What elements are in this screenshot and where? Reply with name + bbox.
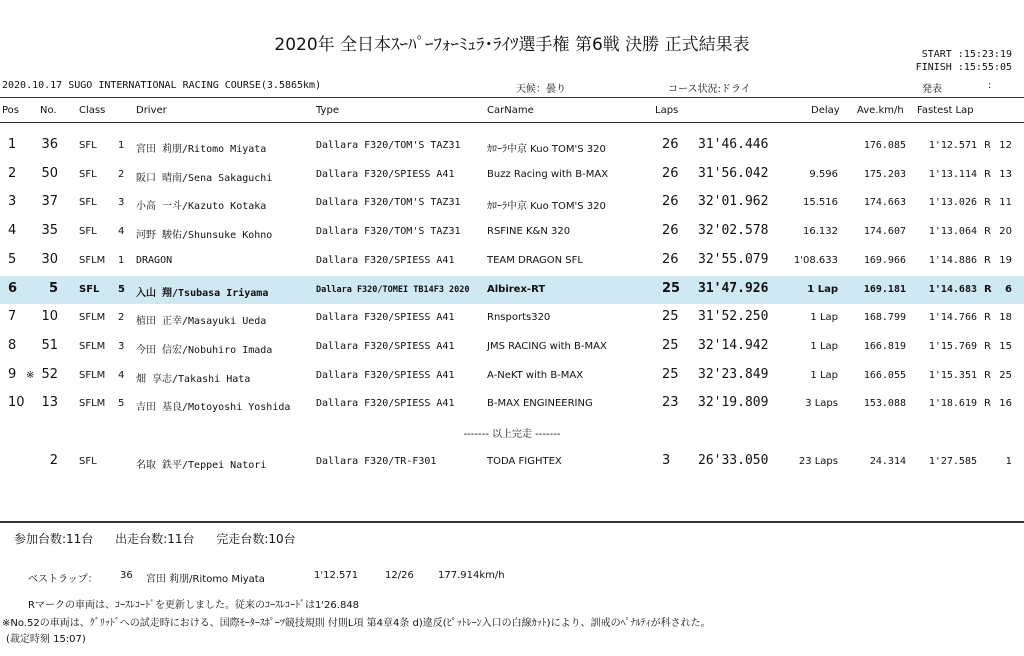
table-row: [0, 189, 1024, 217]
row-driver: DRAGON: [136, 255, 173, 266]
row-average-speed: 168.799: [863, 312, 906, 323]
row-fastest-lap: 1'14.766: [928, 312, 977, 323]
note-penalty: ※No.52の車両は、ｸﾞﾘｯﾄﾞへの試走時における、国際ﾓｰﾀｰｽﾎﾟｰﾂ競技規則 付則L項 第4章4条 d)違反(ﾋﾟｯﾄﾚｰﾝ入口の白線ｶｯﾄ)により、訓戒のﾍﾟﾅﾙﾃｨが科された。: [2, 618, 711, 629]
row-driver: 畑 享志/Takashi Hata: [136, 374, 251, 385]
row-driver: 河野 駿佑/Shunsuke Kohno: [136, 230, 273, 241]
row-carname: TEAM DRAGON SFL: [487, 255, 583, 266]
row-class-pos: 1: [118, 140, 125, 151]
best-lap-driver: 宮田 莉朋/Ritomo Miyata: [146, 574, 265, 585]
header-type: Type: [316, 105, 339, 116]
row-type: Dallara F320/SPIESS A41: [316, 312, 455, 323]
row-total-time: 31'52.250: [698, 309, 769, 324]
row-driver: 植田 正幸/Masayuki Ueda: [136, 316, 267, 327]
table-header: [0, 101, 1024, 121]
row-number: 37: [41, 194, 58, 209]
row-fastest-lap-no: 15: [999, 341, 1012, 352]
best-lap-time: 1'12.571: [314, 570, 359, 581]
best-lap-speed: 177.914km/h: [438, 570, 505, 581]
row-fastest-lap: 1'12.571: [928, 140, 977, 151]
row-class: SFL: [79, 197, 97, 208]
row-class-pos: 5: [118, 398, 125, 409]
row-laps: 25: [662, 309, 679, 324]
row-pos: 9: [8, 367, 17, 382]
row-number: 36: [41, 137, 58, 152]
row-type: Dallara F320/SPIESS A41: [316, 255, 455, 266]
row-fastest-lap: 1'14.683: [928, 284, 977, 295]
row-carname: Buzz Racing with B-MAX: [487, 169, 609, 180]
row-carname: ｶﾛｰﾗ中京 Kuo TOM'S 320: [487, 201, 606, 212]
row-pos: 4: [8, 223, 17, 238]
row-pos: 6: [8, 281, 18, 296]
table-row: [0, 448, 1024, 476]
row-class-pos: 3: [118, 197, 125, 208]
row-laps: 26: [662, 223, 679, 238]
row-fastest-lap: 1'14.886: [928, 255, 977, 266]
row-driver: 入山 翔/Tsubasa Iriyama: [136, 288, 269, 299]
row-average-speed: 174.663: [863, 197, 906, 208]
row-fastest-lap: 1'18.619: [928, 398, 977, 409]
row-carname: ｶﾛｰﾗ中京 Kuo TOM'S 320: [487, 144, 606, 155]
row-fastest-lap: 1'15.769: [928, 341, 977, 352]
row-class-pos: 2: [118, 169, 125, 180]
row-total-time: 32'19.809: [698, 395, 769, 410]
row-fastest-lap-no: 12: [999, 140, 1012, 151]
header-fastest: Fastest Lap: [917, 105, 974, 116]
header-delay: Delay: [811, 105, 840, 116]
page-title: 2020年 全日本ｽｰﾊﾟｰﾌｫｰﾐｭﾗ･ﾗｲﾂ選手権 第6戦 決勝 正式結果表: [274, 35, 750, 55]
info-line: [0, 80, 1024, 95]
row-type: Dallara F320/SPIESS A41: [316, 370, 455, 381]
row-record-mark: R: [984, 140, 991, 151]
header-laps: Laps: [655, 105, 679, 116]
row-pos: 10: [8, 395, 25, 410]
header-bottom-rule: [0, 122, 1024, 123]
table-row: [0, 132, 1024, 160]
course-condition: コース状況:ドライ: [668, 84, 751, 95]
row-fastest-lap-no: 25: [999, 370, 1012, 381]
row-number: 51: [41, 338, 58, 353]
row-average-speed: 174.607: [863, 226, 906, 237]
row-fastest-lap-no: 19: [999, 255, 1012, 266]
finish-time: FINISH :15:55:05: [915, 62, 1012, 73]
note-record: Rマークの車両は、ｺｰｽﾚｺｰﾄﾞを更新しました。従来のｺｰｽﾚｺｰﾄﾞは1'26.848: [28, 600, 360, 611]
announce-label: 発表: [922, 84, 942, 95]
row-driver: 吉田 基良/Motoyoshi Yoshida: [136, 402, 291, 413]
row-class-pos: 1: [118, 255, 125, 266]
row-class: SFLM: [79, 341, 106, 352]
table-row: [0, 390, 1024, 418]
row-fastest-lap-no: 20: [999, 226, 1012, 237]
best-lap-lap: 12/26: [385, 570, 414, 581]
best-lap-no: 36: [120, 570, 133, 581]
row-average-speed: 169.966: [863, 255, 906, 266]
row-delay: 1 Lap: [810, 370, 838, 381]
row-total-time: 31'46.446: [698, 137, 769, 152]
row-type: Dallara F320/SPIESS A41: [316, 169, 455, 180]
row-delay: 1 Lap: [810, 312, 838, 323]
row-class-pos: 3: [118, 341, 125, 352]
finish-marker: ------- 以上完走 -------: [463, 429, 561, 440]
row-delay: 1 Lap: [807, 284, 838, 295]
row-type: Dallara F320/TR-F301: [316, 456, 437, 467]
row-laps: 23: [662, 395, 679, 410]
row-carname: Rnsports320: [487, 312, 551, 323]
row-record-mark: R: [984, 341, 991, 352]
row-class: SFL: [79, 226, 97, 237]
row-fastest-lap-no: 18: [999, 312, 1012, 323]
row-record-mark: R: [984, 255, 991, 266]
row-class: SFLM: [79, 398, 106, 409]
weather: 天候：曇り: [516, 84, 566, 95]
date-venue: 2020.10.17 SUGO INTERNATIONAL RACING COURSE(3.5865km): [2, 80, 322, 91]
summary-rule: [0, 521, 1024, 523]
row-class-pos: 4: [118, 226, 125, 237]
row-type: Dallara F320/TOM'S TAZ31: [316, 197, 461, 208]
row-laps: 3: [662, 453, 671, 468]
row-class: SFL: [79, 456, 97, 467]
row-fastest-lap: 1'27.585: [928, 456, 977, 467]
row-fastest-lap-no: 16: [999, 398, 1012, 409]
header-top-rule: [0, 97, 1024, 98]
header-class: Class: [79, 105, 106, 116]
row-delay: 9.596: [809, 169, 838, 180]
row-class: SFLM: [79, 255, 106, 266]
row-delay: 16.132: [803, 226, 838, 237]
row-driver: 今田 信宏/Nobuhiro Imada: [136, 345, 273, 356]
row-fastest-lap: 1'15.351: [928, 370, 977, 381]
row-type: Dallara F320/SPIESS A41: [316, 398, 455, 409]
row-delay: 15.516: [803, 197, 838, 208]
table-row: [0, 304, 1024, 332]
row-pos: 8: [8, 338, 17, 353]
row-fastest-lap-no: 1: [1005, 456, 1012, 467]
announce-colon: :: [988, 80, 992, 91]
row-total-time: 32'01.962: [698, 194, 769, 209]
header-driver: Driver: [136, 105, 167, 116]
entries-count: 参加台数:11台: [14, 532, 94, 546]
row-driver: 阪口 晴南/Sena Sakaguchi: [136, 173, 273, 184]
row-carname: Albirex-RT: [487, 284, 546, 295]
row-number: 5: [48, 281, 58, 296]
row-pos: 2: [8, 166, 17, 181]
row-class-pos: 4: [118, 370, 125, 381]
best-lap-label: ベストラップ：: [28, 574, 98, 585]
header-ave: Ave.km/h: [857, 105, 904, 116]
row-fastest-lap: 1'13.026: [928, 197, 977, 208]
row-pos: 7: [8, 309, 17, 324]
row-total-time: 32'02.578: [698, 223, 769, 238]
row-average-speed: 166.055: [863, 370, 906, 381]
row-type: Dallara F320/SPIESS A41: [316, 341, 455, 352]
row-carname: TODA FIGHTEX: [487, 456, 562, 467]
row-average-speed: 153.088: [863, 398, 906, 409]
row-class: SFLM: [79, 370, 106, 381]
row-total-time: 32'55.079: [698, 252, 769, 267]
row-delay: 1 Lap: [810, 341, 838, 352]
row-record-mark: R: [984, 370, 991, 381]
finishers-count: 完走台数:10台: [216, 532, 296, 546]
note-decision-time: (裁定時刻 15:07): [6, 634, 86, 645]
row-class: SFLM: [79, 312, 106, 323]
row-average-speed: 24.314: [869, 456, 906, 467]
header-pos: Pos: [2, 105, 20, 116]
row-average-speed: 169.181: [863, 284, 906, 295]
row-carname: B-MAX ENGINEERING: [487, 398, 593, 409]
row-class-pos: 2: [118, 312, 125, 323]
row-laps: 26: [662, 166, 679, 181]
table-row: [0, 161, 1024, 189]
table-row: [0, 362, 1024, 390]
row-record-mark: R: [984, 284, 992, 295]
summary-line: [14, 530, 314, 547]
row-laps: 26: [662, 137, 679, 152]
row-class: SFL: [79, 284, 100, 295]
row-pos: 3: [8, 194, 17, 209]
row-total-time: 26'33.050: [698, 453, 769, 468]
start-time: START :15:23:19: [921, 49, 1012, 60]
row-number: 35: [41, 223, 58, 238]
row-total-time: 32'23.849: [698, 367, 769, 382]
row-type: Dallara F320/TOMEI TB14F3 2020: [316, 285, 470, 295]
row-fastest-lap-no: 6: [1005, 284, 1012, 295]
row-carname: RSFINE K&N 320: [487, 226, 571, 237]
row-average-speed: 166.819: [863, 341, 906, 352]
row-type: Dallara F320/TOM'S TAZ31: [316, 226, 461, 237]
row-total-time: 31'56.042: [698, 166, 769, 181]
row-laps: 26: [662, 194, 679, 209]
row-pos: 5: [8, 252, 17, 267]
table-row: [0, 247, 1024, 275]
row-carname: A-NeKT with B-MAX: [487, 370, 584, 381]
row-pos: 1: [8, 137, 17, 152]
row-laps: 25: [662, 367, 679, 382]
row-fastest-lap: 1'13.064: [928, 226, 977, 237]
row-number: 2: [49, 453, 58, 468]
row-total-time: 31'47.926: [698, 281, 769, 296]
row-average-speed: 175.203: [863, 169, 906, 180]
header-no: No.: [40, 105, 57, 116]
table-row: [0, 218, 1024, 246]
row-delay: 3 Laps: [805, 398, 838, 409]
row-average-speed: 176.085: [863, 140, 906, 151]
table-row: [0, 333, 1024, 361]
row-laps: 25: [662, 281, 681, 296]
row-class: SFL: [79, 140, 97, 151]
row-number: 50: [41, 166, 58, 181]
row-fastest-lap-no: 13: [999, 169, 1012, 180]
row-number: 30: [41, 252, 58, 267]
row-total-time: 32'14.942: [698, 338, 769, 353]
row-class: SFL: [79, 169, 97, 180]
table-row: [0, 276, 1024, 304]
row-class-pos: 5: [118, 284, 125, 295]
row-record-mark: R: [984, 226, 991, 237]
row-record-mark: R: [984, 398, 991, 409]
row-mark: ※: [26, 370, 35, 381]
row-record-mark: R: [984, 312, 991, 323]
header-carname: CarName: [487, 105, 534, 116]
row-driver: 名取 鉄平/Teppei Natori: [136, 460, 267, 471]
row-fastest-lap-no: 11: [999, 197, 1012, 208]
row-delay: 23 Laps: [798, 456, 838, 467]
starters-count: 出走台数:11台: [115, 532, 195, 546]
row-laps: 25: [662, 338, 679, 353]
row-record-mark: R: [984, 169, 991, 180]
row-record-mark: R: [984, 197, 991, 208]
row-driver: 小高 一斗/Kazuto Kotaka: [136, 201, 267, 212]
row-number: 10: [41, 309, 58, 324]
row-type: Dallara F320/TOM'S TAZ31: [316, 140, 461, 151]
row-number: 52: [41, 367, 58, 382]
row-fastest-lap: 1'13.114: [928, 169, 977, 180]
row-carname: JMS RACING with B-MAX: [487, 341, 607, 352]
row-number: 13: [41, 395, 58, 410]
row-delay: 1'08.633: [793, 255, 838, 266]
row-driver: 宮田 莉朋/Ritomo Miyata: [136, 144, 267, 155]
row-laps: 26: [662, 252, 679, 267]
